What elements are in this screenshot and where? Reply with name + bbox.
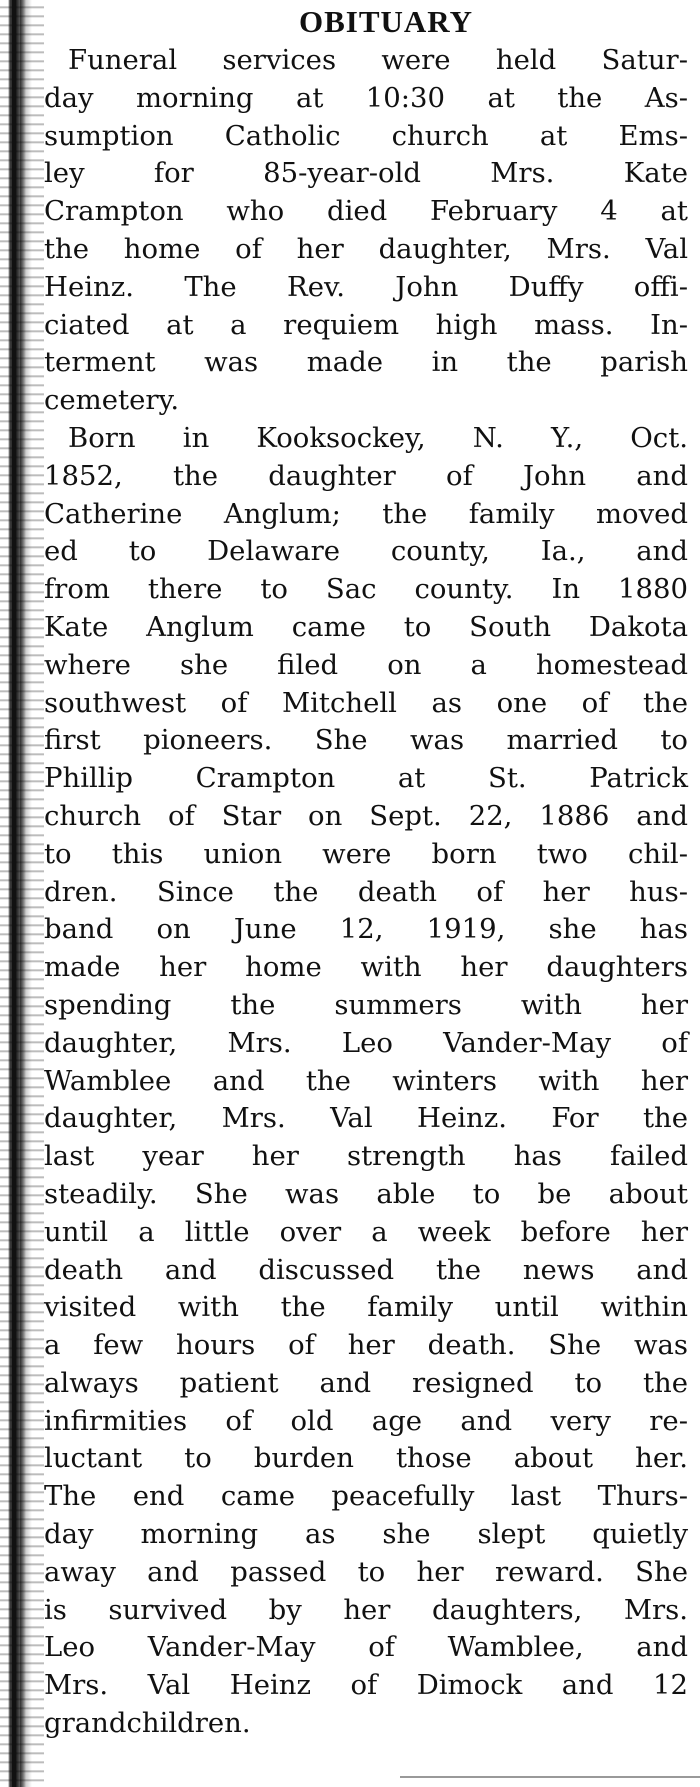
- text-line: band on June 12, 1919, she has: [44, 913, 688, 946]
- text-line: Mrs. Val Heinz of Dimock and 12: [44, 1669, 688, 1702]
- text-line: last year her strength has failed: [44, 1140, 688, 1173]
- text-line: away and passed to her reward. She: [44, 1555, 688, 1588]
- text-line: Wamblee and the winters with her: [44, 1064, 688, 1097]
- text-line: visited with the family until within: [44, 1291, 688, 1324]
- paragraph-2: [44, 420, 688, 1743]
- text-line: southwest of Mitchell as one of the: [44, 686, 688, 719]
- text-line: terment was made in the parish: [44, 346, 688, 379]
- text-line: daughter, Mrs. Leo Vander-May of: [44, 1026, 688, 1059]
- text-line: until a little over a week before her: [44, 1215, 688, 1248]
- text-line: 1852, the daughter of John and: [44, 459, 688, 492]
- text-line: is survived by her daughters, Mrs.: [44, 1593, 688, 1626]
- text-line: Funeral services were held Satur-: [68, 44, 688, 76]
- text-line: ed to Delaware county, Ia., and: [44, 535, 688, 568]
- text-line: to this union were born two chil-: [44, 837, 688, 870]
- text-line: ley for 85-year-old Mrs. Kate: [44, 157, 688, 190]
- text-line: made her home with her daughters: [44, 951, 688, 984]
- text-line: cemetery.: [44, 384, 180, 417]
- text-line: dren. Since the death of her hus-: [44, 875, 688, 908]
- text-line: luctant to burden those about her.: [44, 1442, 688, 1475]
- obituary-article: [44, 2, 688, 1743]
- text-line: grandchildren.: [44, 1707, 251, 1740]
- text-line: Catherine Anglum; the family moved: [44, 497, 688, 530]
- text-line: day morning at 10:30 at the As-: [44, 81, 688, 114]
- text-line: Kate Anglum came to South Dakota: [44, 610, 688, 643]
- text-line: from there to Sac county. In 1880: [44, 573, 688, 606]
- text-line: The end came peacefully last Thurs-: [44, 1480, 688, 1513]
- text-line: day morning as she slept quietly: [44, 1518, 688, 1551]
- text-line: Born in Kooksockey, N. Y., Oct.: [68, 421, 688, 454]
- text-line: death and discussed the news and: [44, 1253, 688, 1286]
- text-line: spending the summers with her: [44, 988, 688, 1021]
- text-line: ciated at a requiem high mass. In-: [44, 308, 688, 341]
- text-line: daughter, Mrs. Val Heinz. For the: [44, 1102, 688, 1135]
- paragraph-1: [44, 42, 688, 420]
- text-line: infirmities of old age and very re-: [44, 1404, 688, 1437]
- text-line: Heinz. The Rev. John Duffy offi-: [44, 270, 688, 303]
- article-headline: OBITUARY: [299, 4, 473, 39]
- text-line: where she filed on a homestead: [44, 648, 688, 681]
- article-body: [44, 42, 688, 1743]
- text-line: a few hours of her death. She was: [44, 1329, 688, 1362]
- text-line: Phillip Crampton at St. Patrick: [44, 762, 688, 795]
- text-line: Leo Vander-May of Wamblee, and: [44, 1631, 688, 1664]
- clipping-bottom-edge: [400, 1776, 700, 1778]
- text-line: the home of her daughter, Mrs. Val: [44, 232, 688, 265]
- text-line: sumption Catholic church at Ems-: [44, 119, 688, 152]
- text-line: Crampton who died February 4 at: [44, 195, 688, 228]
- text-line: church of Star on Sept. 22, 1886 and: [44, 799, 688, 832]
- text-line: first pioneers. She was married to: [44, 724, 688, 757]
- text-line: always patient and resigned to the: [44, 1366, 688, 1399]
- clipping-edge-shadow: [20, 0, 26, 1787]
- text-line: steadily. She was able to be about: [44, 1177, 688, 1210]
